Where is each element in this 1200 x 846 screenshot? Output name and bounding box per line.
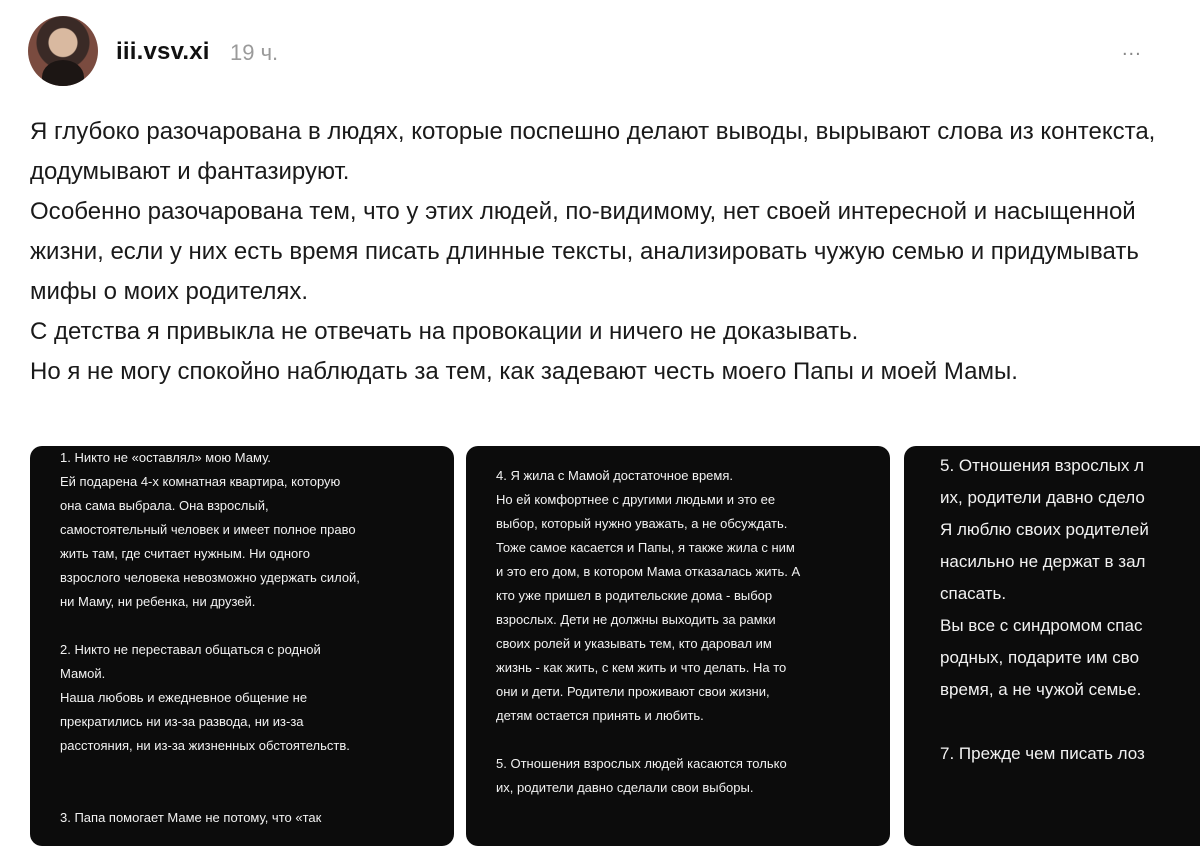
card-line: Ей подарена 4-х комнатная квартира, которую: [60, 474, 341, 489]
card-line: их, родители давно сдело: [940, 488, 1145, 507]
post-paragraph: Я глубоко разочарована в людях, которые поспешно делают выводы, вырывают слова из контекста, додумывают и фантазируют.: [30, 118, 1156, 185]
card-line: прекратились ни из-за развода, ни из-за: [60, 714, 304, 729]
card-line: Тоже самое касается и Папы, я также жила с ним: [496, 540, 795, 555]
card-line: своих ролей и указывать тем, кто даровал им: [496, 636, 772, 651]
card-line: 7. Прежде чем писать лоз: [940, 744, 1145, 763]
card-line: жить там, где считает нужным. Ни одного: [60, 546, 310, 561]
image-card-3[interactable]: [904, 446, 1200, 846]
post-paragraph: С детства я привыкла не отвечать на провокации и ничего не доказывать.: [30, 318, 859, 345]
card-gap: [60, 758, 432, 782]
card-line: ни Маму, ни ребенка, ни друзей.: [60, 594, 256, 609]
card-gap: [496, 728, 868, 752]
card-line: родных, подарите им сво: [940, 648, 1140, 667]
card-line: их, родители давно сделали свои выборы.: [496, 780, 754, 795]
card-line: насильно не держат в зал: [940, 552, 1146, 571]
avatar[interactable]: [28, 16, 98, 86]
card-line: 4. Я жила с Мамой достаточное время.: [496, 468, 733, 483]
card-gap: [940, 706, 1200, 738]
card-line: 5. Отношения взрослых л: [940, 456, 1144, 475]
more-options-icon[interactable]: ...: [1122, 38, 1142, 60]
post-time: 19 ч.: [230, 40, 279, 65]
card-line: 2. Никто не переставал общаться с родной: [60, 642, 321, 657]
card-line: Вы все с синдромом спас: [940, 616, 1143, 635]
card-line: взрослого человека невозможно удержать силой,: [60, 570, 360, 585]
card-text: [466, 446, 890, 800]
card-line: Но ей комфортнее с другими людьми и это ее: [496, 492, 776, 507]
card-gap: [60, 614, 432, 638]
card-text: [904, 446, 1200, 770]
card-gap: [60, 782, 432, 806]
post-paragraph: Особенно разочарована тем, что у этих людей, по-видимому, нет своей интересной и насыщенной жизни, если у них есть время писать длинные тексты, анализировать чужую семью и придумывать мифы о моих родителях.: [30, 198, 1139, 305]
card-line: Я люблю своих родителей: [940, 520, 1149, 539]
card-line: Наша любовь и ежедневное общение не: [60, 690, 308, 705]
username[interactable]: iii.vsv.xi: [116, 38, 210, 65]
card-line: детям остается принять и любить.: [496, 708, 704, 723]
card-line: расстояния, ни из-за жизненных обстоятельств.: [60, 738, 350, 753]
card-line: взрослых. Дети не должны выходить за рамки: [496, 612, 776, 627]
card-line: Мамой.: [60, 666, 106, 681]
card-line: они и дети. Родители проживают свои жизни,: [496, 684, 770, 699]
card-line: время, а не чужой семье.: [940, 680, 1142, 699]
post-text: [30, 112, 1180, 392]
card-line: самостоятельный человек и имеет полное право: [60, 522, 356, 537]
card-line: и это его дом, в котором Мама отказалась жить. А: [496, 564, 801, 579]
card-line: выбор, который нужно уважать, а не обсуждать.: [496, 516, 788, 531]
card-line: 3. Папа помогает Маме не потому, что «так: [60, 810, 322, 825]
image-card-1[interactable]: [30, 446, 454, 846]
card-text: [30, 446, 454, 830]
image-card-2[interactable]: [466, 446, 890, 846]
card-line: она сама выбрала. Она взрослый,: [60, 498, 269, 513]
card-line: жизнь - как жить, с кем жить и что делать. На то: [496, 660, 787, 675]
card-line: кто уже пришел в родительские дома - выбор: [496, 588, 773, 603]
card-line: 5. Отношения взрослых людей касаются только: [496, 756, 787, 771]
card-line: 1. Никто не «оставлял» мою Маму.: [60, 450, 271, 465]
post-paragraph: Но я не могу спокойно наблюдать за тем, как задевают честь моего Папы и моей Мамы.: [30, 358, 1018, 385]
card-line: спасать.: [940, 584, 1007, 603]
